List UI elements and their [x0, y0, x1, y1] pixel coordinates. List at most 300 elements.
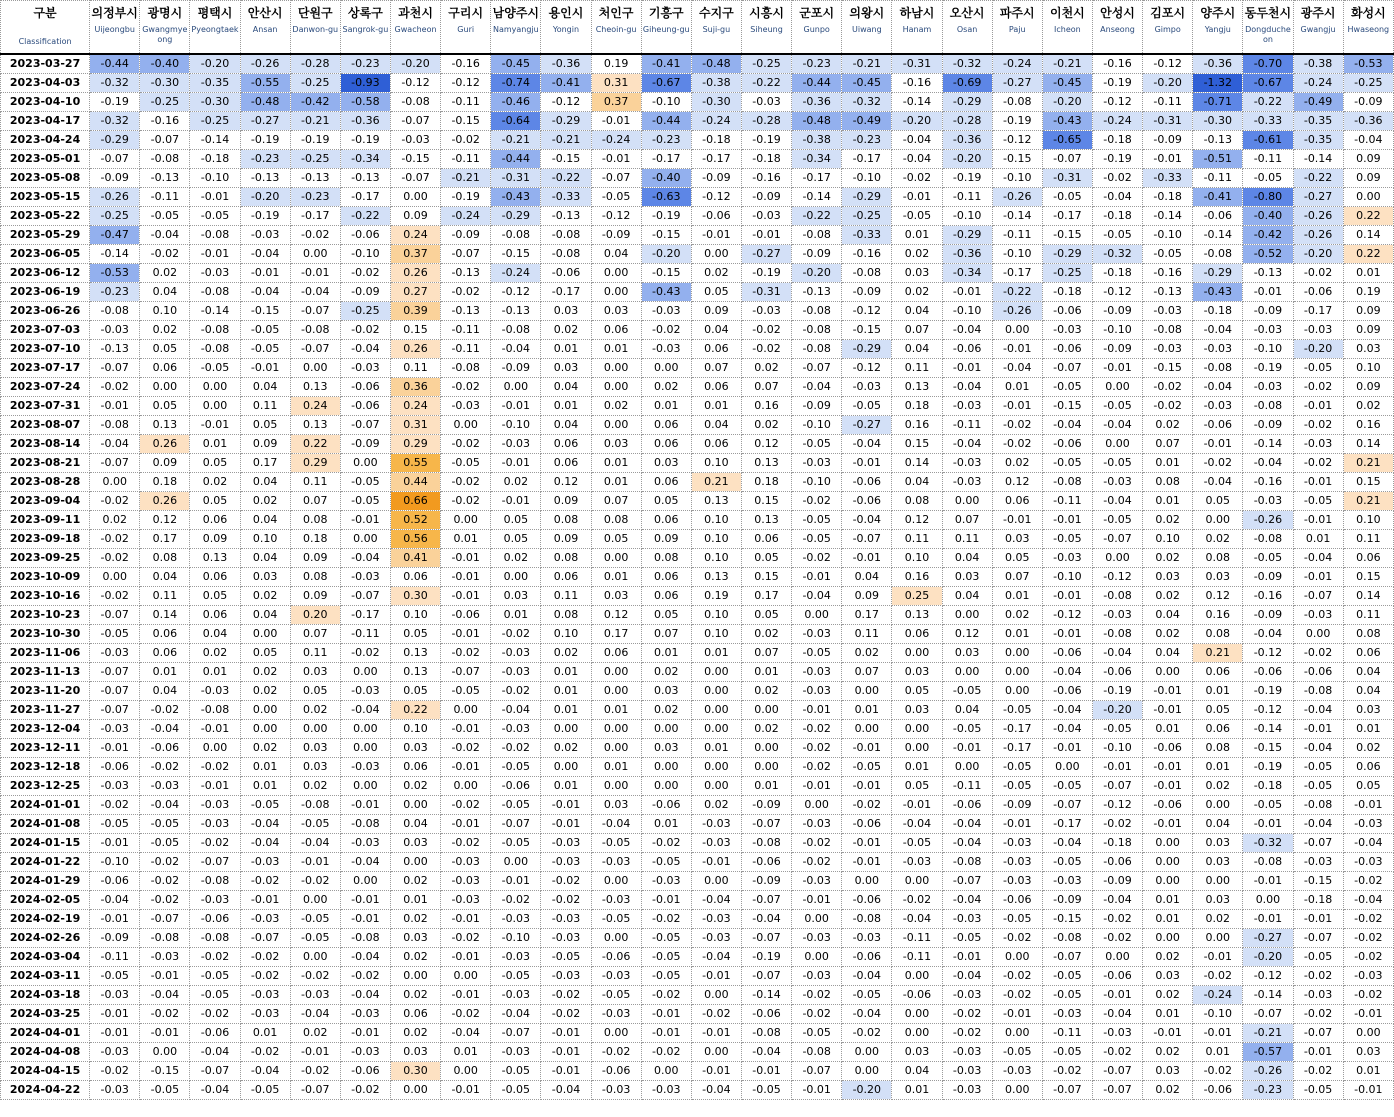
- value-cell: 0.06: [591, 644, 641, 663]
- value-cell: -0.01: [541, 1062, 591, 1081]
- value-cell: -0.03: [140, 777, 190, 796]
- value-cell: -0.02: [792, 834, 842, 853]
- value-cell: 0.01: [541, 701, 591, 720]
- value-cell: -0.15: [842, 321, 892, 340]
- value-cell: -0.07: [290, 340, 340, 359]
- value-cell: -0.06: [641, 796, 691, 815]
- value-cell: -0.03: [1143, 340, 1193, 359]
- row-date: 2023-12-04: [1, 720, 90, 739]
- value-cell: 0.24: [390, 397, 440, 416]
- column-header-en: Yongin: [552, 25, 580, 34]
- column-header-ko: 처인구: [598, 6, 634, 20]
- value-cell: -0.20: [1293, 340, 1343, 359]
- value-cell: -0.22: [541, 169, 591, 188]
- column-header-en: Danwon-gu: [292, 25, 339, 34]
- value-cell: -0.01: [340, 891, 390, 910]
- value-cell: 0.37: [591, 93, 641, 112]
- value-cell: -0.14: [741, 986, 791, 1005]
- table-row: [1, 54, 1394, 74]
- value-cell: -0.06: [340, 226, 390, 245]
- value-cell: -0.19: [1092, 150, 1142, 169]
- value-cell: -0.02: [90, 530, 140, 549]
- value-cell: -0.03: [1143, 302, 1193, 321]
- value-cell: -0.08: [842, 264, 892, 283]
- value-cell: -0.01: [140, 967, 190, 986]
- value-cell: 0.04: [1343, 682, 1393, 701]
- value-cell: -0.08: [190, 701, 240, 720]
- value-cell: -0.12: [541, 93, 591, 112]
- value-cell: -0.06: [741, 1005, 791, 1024]
- value-cell: -0.01: [691, 226, 741, 245]
- value-cell: -0.04: [892, 910, 942, 929]
- column-header-ko: 안산시: [247, 6, 283, 20]
- value-cell: -0.24: [491, 264, 541, 283]
- value-cell: -0.18: [1143, 188, 1193, 207]
- value-cell: -0.01: [691, 1024, 741, 1043]
- value-cell: 0.05: [1193, 492, 1243, 511]
- value-cell: 0.39: [390, 302, 440, 321]
- value-cell: -0.02: [741, 340, 791, 359]
- value-cell: 0.00: [1143, 929, 1193, 948]
- value-cell: 0.05: [641, 492, 691, 511]
- value-cell: 0.00: [641, 359, 691, 378]
- value-cell: -0.01: [491, 872, 541, 891]
- value-cell: -0.24: [992, 54, 1042, 74]
- value-cell: -0.10: [1092, 321, 1142, 340]
- value-cell: -0.03: [1042, 1005, 1092, 1024]
- value-cell: 0.10: [390, 720, 440, 739]
- value-cell: -0.10: [641, 93, 691, 112]
- value-cell: -0.40: [1243, 207, 1293, 226]
- value-cell: 0.01: [190, 663, 240, 682]
- value-cell: -0.46: [491, 93, 541, 112]
- value-cell: 0.00: [992, 663, 1042, 682]
- value-cell: -0.20: [892, 112, 942, 131]
- row-date: 2024-01-22: [1, 853, 90, 872]
- column-header: [1293, 1, 1343, 55]
- value-cell: -0.08: [792, 340, 842, 359]
- value-cell: -0.18: [1092, 131, 1142, 150]
- value-cell: -0.01: [1143, 701, 1193, 720]
- table-row: [1, 910, 1394, 929]
- value-cell: 0.04: [240, 378, 290, 397]
- value-cell: 0.16: [1193, 606, 1243, 625]
- value-cell: -0.05: [1092, 226, 1142, 245]
- value-cell: -0.41: [641, 54, 691, 74]
- value-cell: -0.23: [90, 283, 140, 302]
- value-cell: 0.00: [491, 378, 541, 397]
- value-cell: -0.07: [90, 682, 140, 701]
- value-cell: -0.25: [290, 150, 340, 169]
- value-cell: -0.01: [1193, 435, 1243, 454]
- table-row: [1, 796, 1394, 815]
- value-cell: 0.00: [691, 245, 741, 264]
- value-cell: -0.15: [140, 1062, 190, 1081]
- value-cell: -0.03: [541, 910, 591, 929]
- value-cell: 0.05: [140, 397, 190, 416]
- value-cell: 0.00: [390, 853, 440, 872]
- value-cell: -0.06: [842, 815, 892, 834]
- value-cell: -0.13: [290, 169, 340, 188]
- value-cell: -0.28: [290, 54, 340, 74]
- value-cell: -0.01: [290, 853, 340, 872]
- value-cell: -0.06: [90, 758, 140, 777]
- value-cell: 0.04: [1343, 663, 1393, 682]
- value-cell: -0.09: [1092, 302, 1142, 321]
- value-cell: -0.03: [792, 929, 842, 948]
- value-cell: -0.41: [1193, 188, 1243, 207]
- value-cell: -0.23: [340, 54, 390, 74]
- column-header-en: Yangju: [1204, 25, 1231, 34]
- value-cell: 0.00: [1143, 853, 1193, 872]
- value-cell: 0.00: [340, 777, 390, 796]
- value-cell: 0.03: [942, 568, 992, 587]
- value-cell: 0.06: [1343, 549, 1393, 568]
- value-cell: 0.01: [892, 226, 942, 245]
- value-cell: -0.05: [441, 454, 491, 473]
- value-cell: 0.03: [1193, 568, 1243, 587]
- value-cell: 0.08: [290, 568, 340, 587]
- value-cell: -0.01: [591, 112, 641, 131]
- value-cell: 0.29: [390, 435, 440, 454]
- value-cell: -0.03: [1193, 397, 1243, 416]
- value-cell: -0.07: [1293, 834, 1343, 853]
- value-cell: -0.02: [90, 1062, 140, 1081]
- value-cell: -0.09: [441, 226, 491, 245]
- value-cell: -0.01: [340, 910, 390, 929]
- value-cell: -0.03: [792, 815, 842, 834]
- value-cell: -0.12: [491, 283, 541, 302]
- value-cell: 0.02: [892, 245, 942, 264]
- value-cell: -0.05: [1092, 511, 1142, 530]
- value-cell: -0.03: [1293, 606, 1343, 625]
- value-cell: 0.00: [340, 720, 390, 739]
- value-cell: 0.15: [741, 492, 791, 511]
- value-cell: -0.29: [1042, 245, 1092, 264]
- value-cell: 0.11: [290, 473, 340, 492]
- row-date: 2024-02-05: [1, 891, 90, 910]
- value-cell: -0.04: [90, 435, 140, 454]
- value-cell: -0.04: [140, 720, 190, 739]
- value-cell: 0.02: [390, 1024, 440, 1043]
- value-cell: -0.26: [1293, 207, 1343, 226]
- column-header-en: Uijeongbu: [94, 25, 135, 34]
- value-cell: -0.20: [190, 54, 240, 74]
- value-cell: -0.03: [892, 853, 942, 872]
- column-header: [340, 1, 390, 55]
- row-date: 2023-07-17: [1, 359, 90, 378]
- value-cell: -0.02: [491, 891, 541, 910]
- value-cell: -0.21: [541, 131, 591, 150]
- value-cell: 0.02: [1193, 530, 1243, 549]
- value-cell: -0.05: [491, 1062, 541, 1081]
- value-cell: 0.00: [992, 321, 1042, 340]
- value-cell: -0.55: [240, 74, 290, 93]
- value-cell: -0.08: [190, 226, 240, 245]
- value-cell: 0.05: [390, 682, 440, 701]
- value-cell: -0.04: [942, 834, 992, 853]
- value-cell: 0.01: [1193, 682, 1243, 701]
- row-date: 2023-05-01: [1, 150, 90, 169]
- column-header: [892, 1, 942, 55]
- row-date: 2024-04-22: [1, 1081, 90, 1100]
- value-cell: -0.05: [190, 207, 240, 226]
- column-header-ko: 시흥시: [749, 6, 784, 20]
- value-cell: -0.25: [190, 112, 240, 131]
- column-header: [641, 1, 691, 55]
- column-header-ko: 화성시: [1350, 6, 1386, 20]
- value-cell: 0.00: [1143, 663, 1193, 682]
- value-cell: -0.07: [441, 245, 491, 264]
- value-cell: 0.00: [792, 948, 842, 967]
- table-row: [1, 302, 1394, 321]
- value-cell: -0.05: [140, 815, 190, 834]
- value-cell: -0.27: [1293, 188, 1343, 207]
- value-cell: -0.03: [942, 1043, 992, 1062]
- value-cell: -0.01: [842, 777, 892, 796]
- value-cell: -0.02: [792, 986, 842, 1005]
- value-cell: -0.01: [1343, 796, 1393, 815]
- column-header: [792, 1, 842, 55]
- value-cell: -0.12: [1243, 644, 1293, 663]
- value-cell: 0.06: [190, 511, 240, 530]
- value-cell: -0.07: [1092, 530, 1142, 549]
- value-cell: -0.18: [1042, 283, 1092, 302]
- value-cell: 0.01: [240, 777, 290, 796]
- value-cell: -0.04: [1243, 454, 1293, 473]
- value-cell: -0.03: [340, 568, 390, 587]
- value-cell: -0.01: [340, 796, 390, 815]
- value-cell: 0.02: [992, 606, 1042, 625]
- column-header: [1343, 1, 1393, 55]
- value-cell: -0.03: [1042, 321, 1092, 340]
- value-cell: -0.31: [892, 54, 942, 74]
- column-header-en: Hanam: [902, 25, 932, 34]
- value-cell: 0.11: [240, 397, 290, 416]
- value-cell: 0.15: [1343, 568, 1393, 587]
- value-cell: 0.01: [541, 682, 591, 701]
- value-cell: -0.01: [892, 796, 942, 815]
- value-cell: -0.04: [942, 891, 992, 910]
- value-cell: 0.05: [390, 625, 440, 644]
- value-cell: 0.00: [1143, 872, 1193, 891]
- value-cell: -0.08: [390, 93, 440, 112]
- value-cell: -0.06: [942, 796, 992, 815]
- value-cell: 0.00: [892, 1024, 942, 1043]
- value-cell: -0.01: [792, 568, 842, 587]
- value-cell: -0.11: [340, 625, 390, 644]
- value-cell: -0.01: [842, 853, 892, 872]
- value-cell: -0.01: [491, 454, 541, 473]
- value-cell: -0.05: [190, 359, 240, 378]
- value-cell: -0.02: [792, 739, 842, 758]
- column-header-ko: 의왕시: [849, 6, 885, 20]
- value-cell: -0.05: [641, 967, 691, 986]
- value-cell: 0.10: [140, 302, 190, 321]
- value-cell: -0.02: [641, 834, 691, 853]
- value-cell: 0.04: [942, 701, 992, 720]
- value-cell: -0.17: [541, 283, 591, 302]
- value-cell: -0.04: [140, 226, 190, 245]
- value-cell: -0.02: [441, 929, 491, 948]
- value-cell: -0.09: [792, 397, 842, 416]
- value-cell: -0.05: [1042, 1043, 1092, 1062]
- value-cell: -0.11: [441, 150, 491, 169]
- value-cell: -0.10: [491, 416, 541, 435]
- row-date: 2023-03-27: [1, 54, 90, 74]
- column-header: [491, 1, 541, 55]
- value-cell: 0.08: [1193, 739, 1243, 758]
- value-cell: 0.03: [1143, 967, 1193, 986]
- value-cell: -0.05: [842, 397, 892, 416]
- value-cell: -0.09: [1343, 93, 1393, 112]
- value-cell: -0.25: [1042, 264, 1092, 283]
- value-cell: 0.00: [591, 549, 641, 568]
- value-cell: -0.02: [1293, 378, 1343, 397]
- value-cell: 0.01: [491, 606, 541, 625]
- value-cell: 0.05: [1193, 701, 1243, 720]
- value-cell: -0.01: [1193, 1024, 1243, 1043]
- classification-header: [1, 1, 90, 55]
- value-cell: -0.36: [1343, 112, 1393, 131]
- value-cell: 0.01: [691, 397, 741, 416]
- table-body: [1, 54, 1394, 1100]
- value-cell: -0.03: [340, 834, 390, 853]
- value-cell: -0.04: [240, 283, 290, 302]
- value-cell: -0.02: [190, 834, 240, 853]
- value-cell: -0.01: [441, 986, 491, 1005]
- value-cell: -0.07: [1042, 948, 1092, 967]
- value-cell: -0.03: [792, 872, 842, 891]
- table-row: [1, 758, 1394, 777]
- value-cell: 0.03: [390, 739, 440, 758]
- value-cell: -0.34: [792, 150, 842, 169]
- value-cell: -0.12: [591, 207, 641, 226]
- value-cell: -0.06: [591, 948, 641, 967]
- value-cell: -0.33: [842, 226, 892, 245]
- value-cell: -0.03: [240, 226, 290, 245]
- value-cell: -0.32: [842, 93, 892, 112]
- value-cell: -0.08: [140, 150, 190, 169]
- value-cell: -0.17: [290, 207, 340, 226]
- value-cell: 0.24: [290, 397, 340, 416]
- value-cell: 0.00: [641, 720, 691, 739]
- value-cell: -0.11: [942, 777, 992, 796]
- value-cell: -0.15: [1243, 739, 1293, 758]
- value-cell: 0.03: [591, 587, 641, 606]
- value-cell: 0.55: [390, 454, 440, 473]
- value-cell: 0.05: [190, 587, 240, 606]
- value-cell: 0.00: [290, 720, 340, 739]
- value-cell: -0.03: [1343, 815, 1393, 834]
- value-cell: -0.02: [842, 796, 892, 815]
- value-cell: 0.03: [641, 739, 691, 758]
- value-cell: 0.00: [1193, 511, 1243, 530]
- value-cell: -0.01: [1143, 1024, 1193, 1043]
- value-cell: 0.00: [842, 720, 892, 739]
- value-cell: -0.06: [1193, 1081, 1243, 1100]
- value-cell: 0.00: [942, 492, 992, 511]
- value-cell: 0.14: [1343, 226, 1393, 245]
- value-cell: -0.02: [992, 929, 1042, 948]
- column-header: [140, 1, 190, 55]
- value-cell: -0.01: [591, 150, 641, 169]
- value-cell: -0.07: [90, 606, 140, 625]
- column-header: [240, 1, 290, 55]
- value-cell: 0.06: [1193, 720, 1243, 739]
- value-cell: -0.11: [90, 948, 140, 967]
- value-cell: 0.00: [691, 701, 741, 720]
- value-cell: 0.06: [691, 340, 741, 359]
- value-cell: -0.03: [992, 872, 1042, 891]
- value-cell: -0.31: [741, 283, 791, 302]
- row-date: 2023-09-25: [1, 549, 90, 568]
- value-cell: 0.00: [992, 644, 1042, 663]
- column-header: [942, 1, 992, 55]
- value-cell: 0.02: [390, 872, 440, 891]
- value-cell: -0.17: [1042, 815, 1092, 834]
- value-cell: 0.06: [190, 568, 240, 587]
- value-cell: -0.05: [1143, 245, 1193, 264]
- value-cell: -0.09: [1143, 131, 1193, 150]
- value-cell: 0.02: [741, 359, 791, 378]
- value-cell: 0.01: [1143, 454, 1193, 473]
- value-cell: -0.03: [641, 302, 691, 321]
- value-cell: 0.14: [1343, 435, 1393, 454]
- value-cell: -0.05: [90, 815, 140, 834]
- column-header: [190, 1, 240, 55]
- value-cell: -0.16: [1143, 264, 1193, 283]
- value-cell: 0.06: [1193, 663, 1243, 682]
- value-cell: 0.00: [240, 720, 290, 739]
- value-cell: -0.07: [741, 891, 791, 910]
- value-cell: -0.03: [942, 910, 992, 929]
- value-cell: -0.31: [1042, 169, 1092, 188]
- value-cell: -0.01: [842, 739, 892, 758]
- value-cell: -0.01: [491, 492, 541, 511]
- value-cell: -0.02: [240, 948, 290, 967]
- value-cell: 0.07: [842, 663, 892, 682]
- value-cell: -0.02: [641, 986, 691, 1005]
- value-cell: -0.05: [892, 834, 942, 853]
- value-cell: -0.01: [691, 853, 741, 872]
- value-cell: -0.17: [792, 169, 842, 188]
- value-cell: -0.06: [441, 606, 491, 625]
- value-cell: 0.06: [541, 435, 591, 454]
- value-cell: -0.07: [1092, 777, 1142, 796]
- table-row: [1, 1081, 1394, 1100]
- value-cell: -0.21: [842, 54, 892, 74]
- value-cell: -0.14: [90, 245, 140, 264]
- value-cell: -0.04: [340, 853, 390, 872]
- value-cell: -0.10: [842, 169, 892, 188]
- value-cell: 0.02: [290, 701, 340, 720]
- value-cell: -0.01: [240, 891, 290, 910]
- value-cell: -0.04: [1092, 188, 1142, 207]
- value-cell: -0.01: [741, 226, 791, 245]
- value-cell: -0.01: [1293, 1043, 1343, 1062]
- value-cell: -0.48: [240, 93, 290, 112]
- value-cell: 0.01: [1143, 720, 1193, 739]
- value-cell: -0.04: [1343, 891, 1393, 910]
- value-cell: 0.02: [641, 701, 691, 720]
- value-cell: 0.09: [1343, 321, 1393, 340]
- value-cell: -0.19: [1243, 682, 1293, 701]
- value-cell: -0.45: [491, 54, 541, 74]
- value-cell: -0.07: [491, 815, 541, 834]
- value-cell: 0.00: [942, 663, 992, 682]
- value-cell: 0.13: [741, 511, 791, 530]
